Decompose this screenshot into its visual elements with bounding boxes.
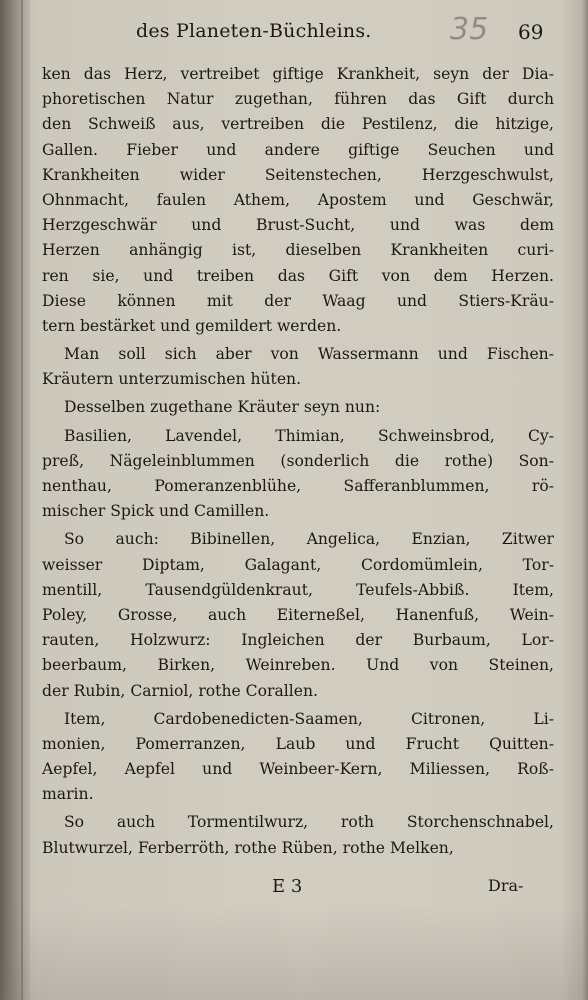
paragraph	[42, 395, 554, 420]
body-text	[42, 62, 554, 861]
text-line: Blutwurzel, Ferberröth, rothe Rüben, rothe Melken,	[42, 838, 454, 857]
paragraph	[42, 810, 554, 860]
signature-mark: E 3	[272, 876, 303, 897]
text-line: ren sie, und treiben das Gift von dem Herzen.	[42, 266, 554, 285]
text-line: den Schweiß aus, vertreiben die Pestilenz, die hitzige,	[42, 115, 554, 134]
text-line: Krankheiten wider Seitenstechen, Herzgeschwulst,	[42, 165, 554, 184]
paragraph	[42, 424, 554, 525]
text-line: ken das Herz, vertreibet giftige Krankheit, seyn der Dia-	[42, 65, 554, 83]
text-line: phoretischen Natur zugethan, führen das Gift durch	[42, 90, 554, 109]
text-line: der Rubin, Carniol, rothe Corallen.	[42, 681, 318, 700]
text-line: Basilien, Lavendel, Thimian, Schweinsbrod, Cy-	[64, 426, 554, 445]
paragraph	[42, 527, 554, 703]
catchword: Dra-	[488, 876, 524, 895]
paragraph	[42, 342, 554, 392]
text-line: Poley, Grosse, auch Eiterneßel, Hanenfuß, Wein-	[42, 605, 554, 624]
text-line: Herzgeschwär und Brust-Sucht, und was dem	[42, 216, 554, 235]
text-line: rauten, Holzwurz: Ingleichen der Burbaum, Lor-	[42, 631, 554, 650]
text-line: Man soll sich aber von Wassermann und Fischen-	[64, 345, 554, 364]
text-line: mischer Spick und Camillen.	[42, 502, 270, 521]
text-line: So auch Tormentilwurz, roth Storchenschnabel,	[64, 813, 554, 832]
text-line: Herzen anhängig ist, dieselben Krankheiten curi-	[42, 241, 554, 260]
text-line: Ohnmacht, faulen Athem, Apostem und Geschwär,	[42, 190, 554, 209]
text-line: Aepfel, Aepfel und Weinbeer-Kern, Miliessen, Roß-	[42, 760, 554, 779]
pencil-annotation: 35	[450, 12, 489, 47]
page-header	[36, 14, 550, 52]
text-line: beerbaum, Birken, Weinreben. Und von Steinen,	[42, 656, 554, 675]
binding-fold-line	[21, 0, 23, 1000]
text-line: So auch: Bibinellen, Angelica, Enzian, Zitwer	[64, 530, 554, 549]
running-title: des Planeten-Büchleins.	[136, 20, 372, 42]
text-line: Item, Cardobenedicten-Saamen, Citronen, Li-	[64, 709, 554, 728]
text-line: Diese können mit der Waag und Stiers-Kräu-	[42, 291, 554, 310]
paragraph	[42, 62, 554, 339]
text-line: marin.	[42, 785, 94, 804]
paragraph	[42, 707, 554, 808]
binding-gutter-shadow	[0, 0, 30, 1000]
text-line: Kräutern unterzumischen hüten.	[42, 370, 302, 389]
text-line: nenthau, Pomeranzenblühe, Safferanblummen, rö-	[42, 477, 554, 495]
text-line: Gallen. Fieber und andere giftige Seuchen und	[42, 140, 554, 159]
book-page	[36, 14, 550, 52]
text-line: weisser Diptam, Galagant, Cordomümlein, Tor-	[42, 555, 554, 574]
text-line: tern bestärket und gemildert werden.	[42, 316, 342, 335]
page-footer	[36, 876, 550, 906]
page-number: 69	[518, 20, 544, 44]
bottom-margin-shade	[0, 905, 588, 1000]
text-line: monien, Pomerranzen, Laub und Frucht Quitten-	[42, 734, 554, 753]
text-line: Desselben zugethane Kräuter seyn nun:	[64, 398, 381, 417]
text-line: mentill, Tausendgüldenkraut, Teufels-Abbiß. Item,	[42, 580, 554, 599]
text-line: preß, Nägeleinblummen (sonderlich die rothe) Son-	[42, 451, 554, 470]
